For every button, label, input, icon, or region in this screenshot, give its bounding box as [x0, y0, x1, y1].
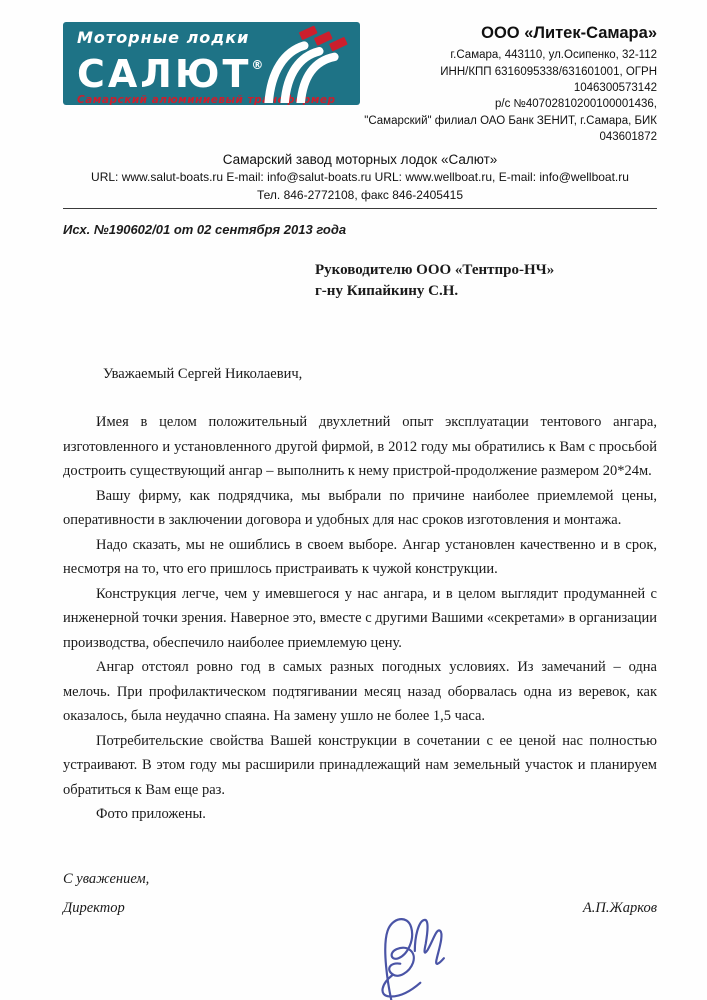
paragraph: Фото приложены. — [96, 806, 206, 823]
paragraph: Надо сказать, мы не ошиблись в своем выборе. Ангар установлен качественно и в срок, несмотря на то, что его пришлось пристраивать к чужой конструкции. — [63, 536, 657, 578]
waves-icon — [260, 23, 356, 103]
paragraph: Конструкция легче, чем у имевшегося у нас ангара, и в целом выглядит продуманней с инженерной точки зрения. Наверное это, вместе с другими Вашими «секретами» в организации производства, обеспечило наиболее приемлемую цену. — [63, 585, 657, 651]
paragraph: Имея в целом положительный двухлетний опыт эксплуатации тентового ангара, изготовленного и установленного другой фирмой, в 2012 году мы обратились к Вам с просьбой достроить существующий ангар – выполнить к нему пристрой-продолжение размером 20*24м. — [63, 414, 657, 480]
company-address: г.Самара, 443110, ул.Осипенко, 32-112 — [450, 49, 657, 62]
company-bank: "Самарский" филиал ОАО Банк ЗЕНИТ, г.Самара, БИК 043601872 — [364, 114, 657, 144]
logo-tagline-bottom: Самарский алюминиевый трансформер — [77, 94, 336, 105]
company-registration: ИНН/КПП 6316095338/631601001, ОГРН 1046300573142 — [440, 65, 657, 95]
addressee-block — [315, 260, 657, 302]
company-info-block — [360, 22, 657, 145]
paragraph: Ангар отстоял ровно год в самых разных погодных условиях. Из замечаний – одна мелочь. При профилактическом подтягивании месяц назад оборвалась одна из веревок, как оказалось, была неудачно спаяна. На замену ушло не более 1,5 часа. — [63, 659, 657, 725]
company-account: р/с №40702810200100001436, — [495, 98, 657, 111]
signer-title: Директор — [63, 899, 125, 916]
factory-urls: URL: www.salut-boats.ru E-mail: info@salut-boats.ru URL: www.wellboat.ru, E-mail: info@wellboat.ru — [91, 170, 629, 185]
signer-name: А.П.Жарков — [582, 899, 657, 916]
salutation: Уважаемый Сергей Николаевич, — [103, 366, 303, 383]
factory-header — [63, 152, 657, 204]
factory-phones: Тел. 846-2772108, факс 846-2405415 — [256, 187, 463, 202]
header-divider — [63, 208, 657, 209]
factory-name: Самарский завод моторных лодок «Салют» — [222, 152, 498, 168]
signature-ink — [363, 908, 463, 1000]
signature-row — [63, 900, 657, 917]
addressee-line2: г-ну Кипайкину С.Н. — [315, 283, 459, 300]
paragraph: Вашу фирму, как подрядчика, мы выбрали по причине наиболее приемлемой цены, оперативности в заключении договора и удобных для нас сроков изготовления и монтажа. — [63, 487, 657, 529]
company-logo — [63, 22, 360, 105]
reference-line: Исх. №190602/01 от 02 сентября 2013 года — [63, 222, 347, 238]
closing-line: С уважением, — [63, 870, 150, 887]
letterhead — [63, 22, 657, 145]
addressee-line1: Руководителю ООО «Тентпро-НЧ» — [315, 262, 555, 279]
logo-brand-text: САЛЮТ — [77, 52, 252, 96]
logo-tagline-top: Моторные лодки — [77, 28, 250, 47]
paragraph: Потребительские свойства Вашей конструкции в сочетании с ее ценой нас полностью устраивают. В этом году мы расширили принадлежащий нам земельный участок и планируем обратиться к Вам еще раз. — [63, 732, 657, 798]
registered-mark: ® — [251, 58, 264, 72]
company-name: ООО «Литек-Самара» — [481, 24, 657, 42]
letter-body — [63, 410, 657, 827]
